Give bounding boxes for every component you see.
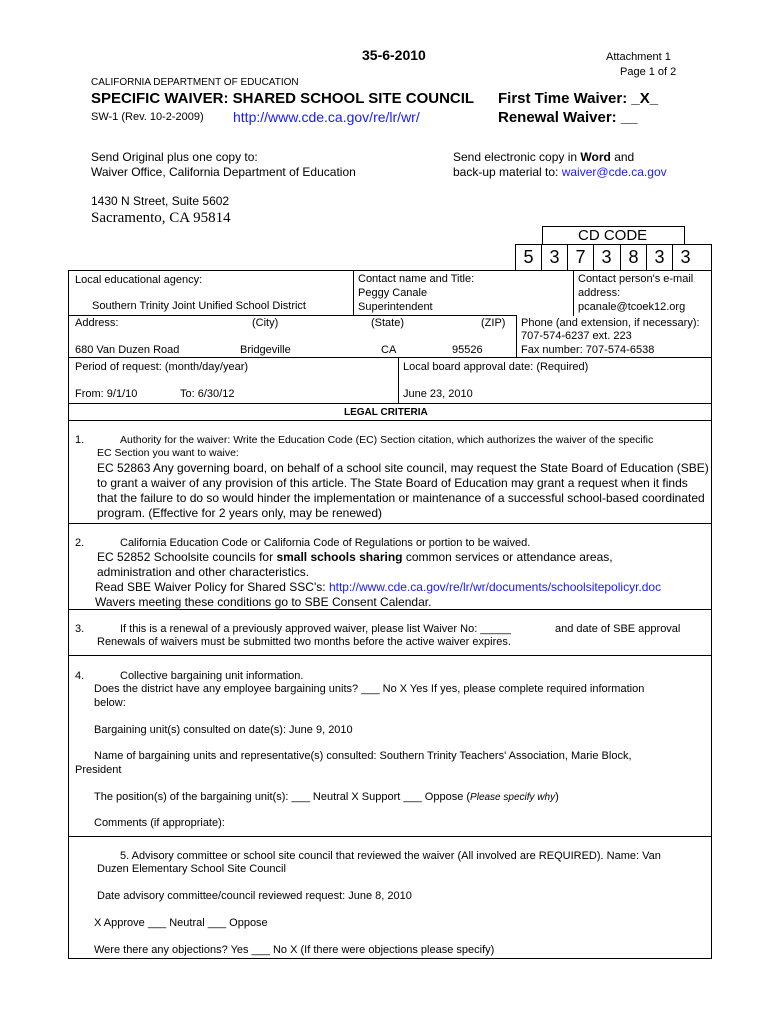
grid-divider bbox=[68, 403, 712, 404]
board-approval-date: June 23, 2010 bbox=[403, 388, 473, 400]
email-label-2: address: bbox=[578, 287, 621, 299]
phone-value: 707-574-6237 ext. 223 bbox=[521, 330, 632, 342]
street-address: 1430 N Street, Suite 5602 bbox=[91, 194, 230, 208]
zip-label: (ZIP) bbox=[481, 317, 506, 329]
document-number: 35-6-2010 bbox=[362, 47, 426, 63]
lea-label: Local educational agency: bbox=[75, 274, 203, 286]
bargaining-position-note: Please specify why bbox=[470, 792, 556, 803]
cd-digit: 3 bbox=[593, 244, 619, 270]
board-approval-label: Local board approval date: (Required) bbox=[403, 361, 589, 373]
period-label: Period of request: (month/day/year) bbox=[75, 361, 249, 373]
grid-divider bbox=[68, 836, 712, 837]
council-objections: Were there any objections? Yes ___ No X (If there were objections please specify) bbox=[94, 944, 495, 956]
section-2-consent: Wavers meeting these conditions go to SBE Consent Calendar. bbox=[95, 595, 432, 609]
department-name: CALIFORNIA DEPARTMENT OF EDUCATION bbox=[91, 77, 299, 88]
waiver-url-link[interactable]: http://www.cde.ca.gov/re/lr/wr/ bbox=[233, 109, 420, 125]
council-vote: X Approve ___ Neutral ___ Oppose bbox=[94, 917, 268, 929]
grid-divider bbox=[68, 420, 712, 421]
grid-divider bbox=[68, 523, 712, 524]
section-2-ec-text: EC 52852 Schoolsite councils for bbox=[97, 550, 277, 564]
grid-divider bbox=[68, 357, 712, 358]
cd-digit: 5 bbox=[515, 244, 541, 270]
grid-divider bbox=[398, 357, 399, 404]
bargaining-position-close: ) bbox=[555, 791, 559, 803]
bargaining-unit-names-2: President bbox=[75, 764, 122, 776]
contact-label: Contact name and Title: bbox=[358, 273, 475, 285]
sbe-policy-link[interactable]: http://www.cde.ca.gov/re/lr/wr/documents/schoolsitepolicyr.doc bbox=[328, 580, 662, 594]
city-address: Sacramento, CA 95814 bbox=[91, 210, 231, 226]
city-value: Bridgeville bbox=[240, 344, 291, 356]
section-2-ec-tail: common services or attendance areas, bbox=[402, 550, 613, 564]
form-id: SW-1 (Rev. 10-2-2009) bbox=[91, 111, 204, 123]
waiver-office: Waiver Office, California Department of Education bbox=[91, 165, 356, 179]
grid-divider bbox=[68, 315, 517, 316]
section-1-instruction: Authority for the waiver: Write the Education Code (EC) Section citation, which authorizes the waiver of the specific bbox=[120, 434, 654, 446]
section-4-number: 4. bbox=[75, 670, 85, 682]
grid-divider bbox=[68, 655, 712, 656]
phone-label: Phone (and extension, if necessary): bbox=[521, 317, 700, 329]
contact-name: Peggy Canale bbox=[358, 287, 428, 299]
word-format: Word bbox=[580, 150, 611, 164]
section-2-policy bbox=[95, 580, 661, 594]
send-electronic-label bbox=[453, 150, 634, 164]
period-to: To: 6/30/12 bbox=[180, 388, 235, 400]
section-2-ec bbox=[97, 550, 613, 564]
bargaining-comments: Comments (if appropriate): bbox=[94, 817, 225, 829]
section-3-number: 3. bbox=[75, 623, 85, 635]
send-electronic-tail: and bbox=[610, 150, 635, 164]
section-2-policy-text: Read SBE Waiver Policy for Shared SSC's: bbox=[95, 580, 329, 594]
bargaining-position-text: The position(s) of the bargaining unit(s): ___ Neutral X Support ___ Oppose ( bbox=[94, 791, 471, 803]
contact-email: pcanale@tcoek12.org bbox=[578, 301, 686, 313]
section-2-instruction: California Education Code or California Code of Regulations or portion to be waived. bbox=[120, 537, 531, 549]
section-5-council-name: Duzen Elementary School Site Council bbox=[97, 863, 286, 875]
address-value: 680 Van Duzen Road bbox=[75, 344, 180, 356]
contact-title: Superintendent bbox=[358, 301, 433, 313]
section-1-instruction-2: EC Section you want to waive: bbox=[97, 447, 239, 459]
lea-value: Southern Trinity Joint Unified School District bbox=[92, 300, 306, 312]
cd-digit: 3 bbox=[672, 244, 698, 270]
period-from: From: 9/1/10 bbox=[75, 388, 138, 400]
bargaining-units-question-2: below: bbox=[94, 697, 126, 709]
section-4-title: Collective bargaining unit information. bbox=[120, 670, 304, 682]
attachment-label: Attachment 1 bbox=[606, 51, 671, 63]
cd-digit: 8 bbox=[620, 244, 646, 270]
fax-number: Fax number: 707-574-6538 bbox=[521, 344, 655, 356]
bargaining-unit-names: Name of bargaining units and representative(s) consulted: Southern Trinity Teachers' Association, Marie Block, bbox=[94, 750, 632, 762]
waiver-email-link[interactable]: waiver@cde.ca.gov bbox=[561, 165, 667, 179]
form-title: SPECIFIC WAIVER: SHARED SCHOOL SITE COUNCIL bbox=[91, 90, 475, 107]
backup-text: back-up material to: bbox=[453, 165, 562, 179]
state-value: CA bbox=[381, 344, 397, 356]
cd-digit: 7 bbox=[567, 244, 593, 270]
cd-digit: 3 bbox=[541, 244, 567, 270]
section-3-instruction: If this is a renewal of a previously approved waiver, please list Waiver No: _____ bbox=[120, 623, 511, 635]
section-1-number: 1. bbox=[75, 434, 85, 446]
state-label: (State) bbox=[371, 317, 405, 329]
email-label: Contact person's e-mail bbox=[578, 273, 694, 285]
cd-digit: 3 bbox=[646, 244, 672, 270]
send-electronic-text: Send electronic copy in bbox=[453, 150, 581, 164]
bargaining-consult-date: Bargaining unit(s) consulted on date(s): June 9, 2010 bbox=[94, 724, 353, 736]
cd-code-label: CD CODE bbox=[578, 227, 648, 244]
legal-criteria-heading: LEGAL CRITERIA bbox=[344, 407, 428, 418]
grid-divider bbox=[516, 315, 517, 358]
grid-divider bbox=[573, 270, 574, 316]
section-2-line3: administration and other characteristics. bbox=[97, 565, 310, 579]
renewal-waiver: Renewal Waiver: __ bbox=[498, 109, 638, 126]
page-number: Page 1 of 2 bbox=[620, 66, 677, 78]
section-2-number: 2. bbox=[75, 537, 85, 549]
grid-divider bbox=[353, 270, 354, 316]
first-time-waiver: First Time Waiver: _X_ bbox=[498, 90, 659, 107]
backup-material-label bbox=[453, 165, 667, 179]
council-review-date: Date advisory committee/council reviewed request: June 8, 2010 bbox=[97, 890, 412, 902]
section-3-renewal-note: Renewals of waivers must be submitted two months before the active waiver expires. bbox=[97, 636, 511, 648]
section-1-ec-text: EC 52863 Any governing board, on behalf of a school site council, may request the State Board of Education (SBE) to grant a waiver of any provision of this article. The State Board of Education may grant a request when it finds that the failure to do so would hinder the implementation or maintenance of a successful school-based coordinated program. (Effective for 2 years only, may be renewed) bbox=[97, 461, 709, 520]
section-3-sbe-approval: and date of SBE approval bbox=[555, 623, 681, 635]
city-label: (City) bbox=[252, 317, 279, 329]
bargaining-units-question: Does the district have any employee bargaining units? ___ No X Yes If yes, please complete required information bbox=[94, 683, 645, 695]
grid-divider bbox=[68, 609, 712, 610]
section-2-ec-bold: small schools sharing bbox=[276, 550, 403, 564]
bargaining-position bbox=[94, 791, 559, 803]
address-label: Address: bbox=[75, 317, 119, 329]
section-5-instruction: 5. Advisory committee or school site council that reviewed the waiver (All involved are REQUIRED). Name: Van bbox=[120, 850, 661, 862]
send-original-label: Send Original plus one copy to: bbox=[91, 150, 258, 164]
zip-value: 95526 bbox=[452, 344, 483, 356]
